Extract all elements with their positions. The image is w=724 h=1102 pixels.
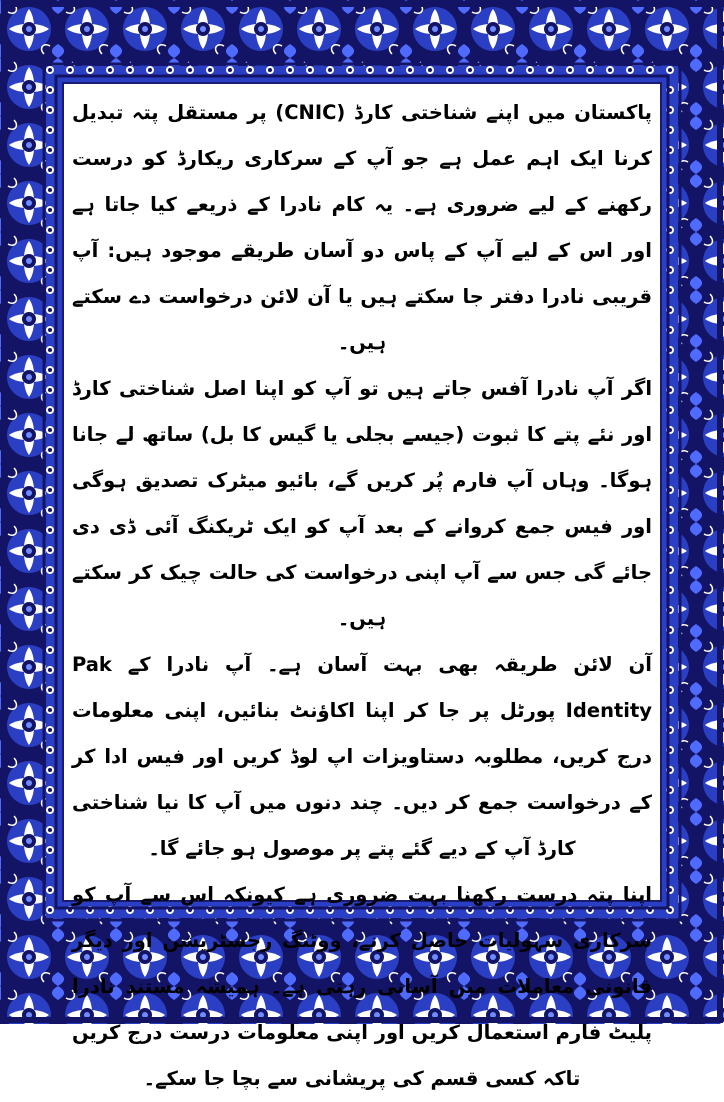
article-body: [72, 90, 652, 1090]
paragraph-4: اپنا پتہ درست رکھنا بہت ضروری ہے کیونکہ اس سے آپ کو سرکاری سہولیات حاصل کرنے، ووٹنگ رجسٹریشن اور دیگر قانونی معاملات میں آسانی رہتی ہے۔ ہمیشہ مستند نادرا پلیٹ فارم استعمال کریں اور اپنی معلومات درست درج کریں تاکہ کسی قسم کی پریشانی سے بچا جا سکے۔: [72, 883, 652, 1090]
paragraph-3: آن لائن طریقہ بھی بہت آسان ہے۔ آپ نادرا کے Pak Identity پورٹل پر جا کر اپنا اکاؤنٹ بنائیں، اپنی معلومات درج کریں، مطلوبہ دستاویزات اپ لوڈ کریں اور فیس ادا کر کے درخواست جمع کر دیں۔ چند دنوں میں آپ کا نیا شناختی کارڈ آپ کے دیے گئے پتے پر موصول ہو جائے گا۔: [72, 653, 652, 860]
paragraph-1: پاکستان میں اپنے شناختی کارڈ (CNIC) پر مستقل پتہ تبدیل کرنا ایک اہم عمل ہے جو آپ کے سرکاری ریکارڈ کو درست رکھنے کے لیے ضروری ہے۔ یہ کام نادرا کے ذریعے کیا جاتا ہے اور اس کے لیے آپ کے پاس دو آسان طریقے موجود ہیں: آپ قریبی نادرا دفتر جا سکتے ہیں یا آن لائن درخواست دے سکتے ہیں۔: [72, 101, 652, 354]
paragraph-2: اگر آپ نادرا آفس جاتے ہیں تو آپ کو اپنا اصل شناختی کارڈ اور نئے پتے کا ثبوت (جیسے بجلی یا گیس کا بل) ساتھ لے جانا ہوگا۔ وہاں آپ فارم پُر کریں گے، بائیو میٹرک تصدیق ہوگی اور فیس جمع کروانے کے بعد آپ کو ایک ٹریکنگ آئی ڈی دی جائے گی جس سے آپ اپنی درخواست کی حالت چیک کر سکتے ہیں۔: [72, 377, 652, 630]
